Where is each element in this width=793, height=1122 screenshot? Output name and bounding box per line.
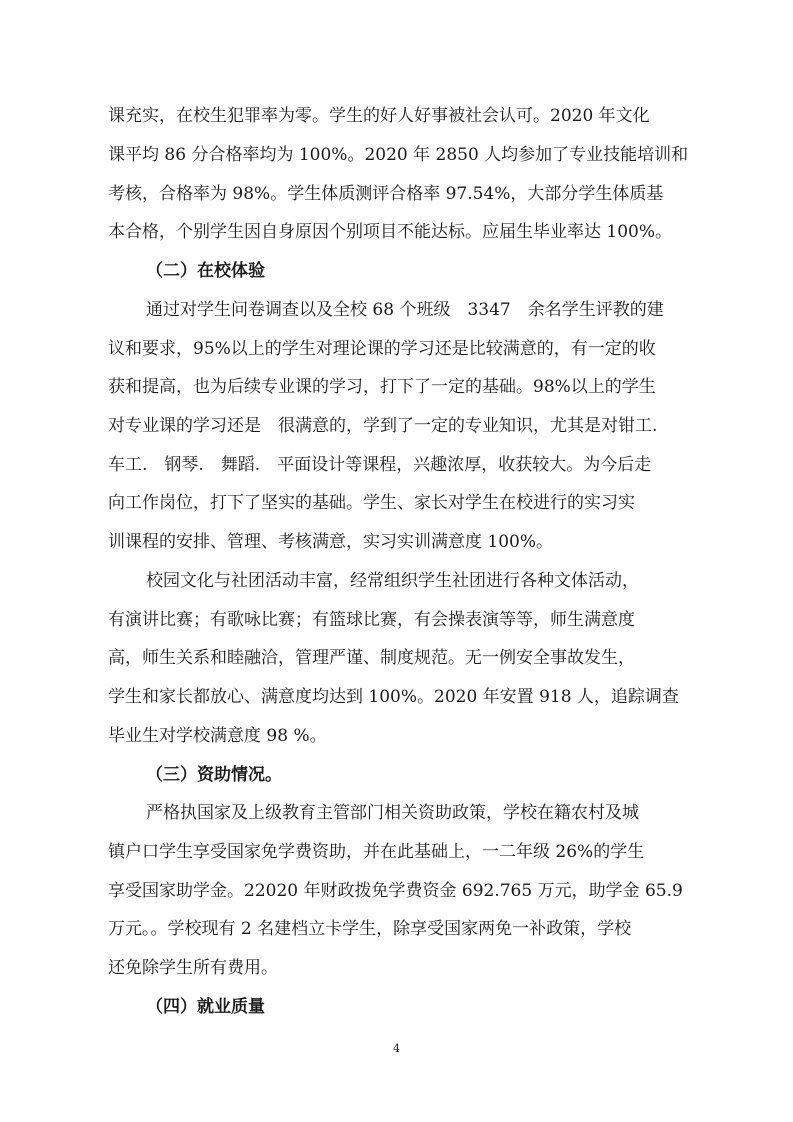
paragraph-line: 镇户口学生享受国家免学费资助，并在此基础上，一二年级 26%的学生 — [108, 842, 645, 862]
section-heading: （四）就业质量 — [146, 997, 265, 1017]
section-heading: （二）在校体验 — [146, 261, 265, 281]
paragraph-line: 学生和家长都放心、满意度均达到 100%。2020 年安置 918 人，追踪调查 — [108, 687, 679, 707]
paragraph-line: 还免除学生所有费用。 — [108, 958, 278, 978]
paragraph-line: 万元。。学校现有 2 名建档立卡学生，除享受国家两免一补政策，学校 — [108, 919, 632, 939]
paragraph-line: 本合格，个别学生因自身原因个别项目不能达标。应届生毕业率达 100%。 — [108, 222, 673, 242]
paragraph-line: 高，师生关系和睦融洽，管理严谨、制度规范。无一例安全事故发生， — [108, 648, 635, 668]
paragraph-line: 课平均 86 分合格率均为 100%。2020 年 2850 人均参加了专业技能培训和 — [108, 145, 689, 165]
paragraph-line: 议和要求，95%以上的学生对理论课的学习还是比较满意的，有一定的收 — [108, 339, 656, 359]
page-number: 4 — [393, 1042, 400, 1055]
paragraph-line: 毕业生对学校满意度 98 %。 — [108, 726, 327, 746]
paragraph-line: 课充实，在校生犯罪率为零。学生的好人好事被社会认可。2020 年文化 — [108, 106, 650, 126]
paragraph-line: 车工. 钢琴. 舞蹈. 平面设计等课程，兴趣浓厚，收获较大。为今后走 — [108, 455, 652, 475]
paragraph-line: 获和提高，也为后续专业课的学习，打下了一定的基础。98%以上的学生 — [108, 377, 656, 397]
paragraph-line: 校园文化与社团活动丰富，经常组织学生社团进行各种文体活动， — [146, 571, 639, 591]
paragraph-line: 考核，合格率为 98%。学生体质测评合格率 97.54%，大部分学生体质基 — [108, 184, 664, 204]
paragraph-line: 严格执国家及上级教育主管部门相关资助政策，学校在籍农村及城 — [146, 803, 639, 823]
section-heading: （三）资助情况。 — [146, 765, 282, 785]
paragraph-line: 向工作岗位，打下了坚实的基础。学生、家长对学生在校进行的实习实 — [108, 493, 635, 513]
paragraph-line: 对专业课的学习还是 很满意的，学到了一定的专业知识，尤其是对钳工. — [108, 416, 658, 436]
paragraph-line: 通过对学生问卷调查以及全校 68 个班级 3347 余名学生评教的建 — [146, 300, 664, 320]
paragraph-line: 训课程的安排、管理、考核满意，实习实训满意度 100%。 — [108, 532, 554, 552]
paragraph-line: 享受国家助学金。22020 年财政拨免学费资金 692.765 万元，助学金 65.9 — [108, 881, 683, 901]
paragraph-line: 有演讲比赛；有歌咏比赛；有篮球比赛，有会操表演等等，师生满意度 — [108, 610, 635, 630]
